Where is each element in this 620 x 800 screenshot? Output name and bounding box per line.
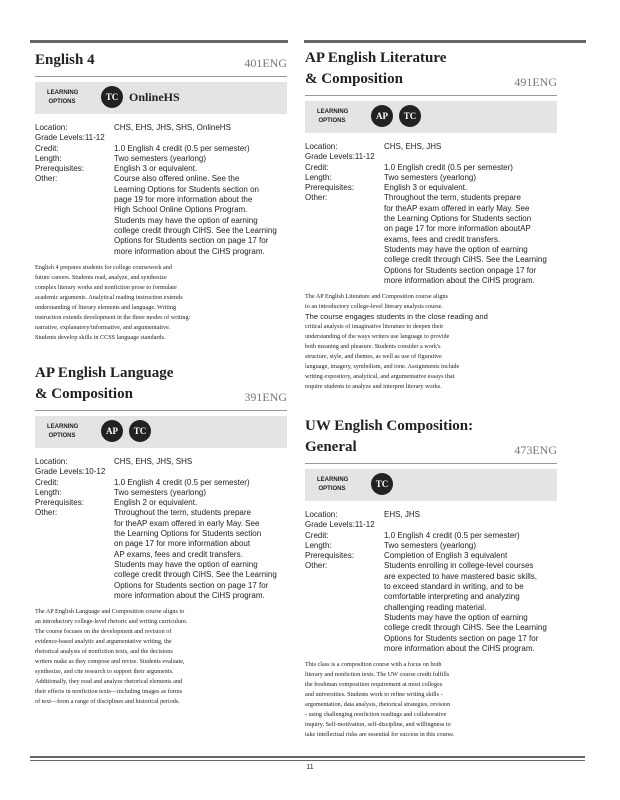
course-details [35,457,287,601]
length-label: Length: [305,540,332,550]
grade-levels-value: 10-12 [84,467,106,477]
top-rule-left [30,40,288,43]
divider [35,76,287,77]
other-label: Other: [35,174,58,184]
location-label: Location: [305,510,338,519]
cihs-badge-icon: TC [371,473,393,495]
grade-levels-label: Grade Levels: [35,133,85,143]
credit-value: 1.0 English 4 credit (0.5 per semester) [114,143,250,153]
course-ap-english-language [35,363,287,707]
cihs-badge-icon: TC [101,86,123,108]
credit-value: 1.0 English credit (0.5 per semester) [384,162,513,172]
course-code: 401ENG [244,56,287,70]
prerequisites-value: English 3 or equivalent. [114,164,198,174]
course-title: AP English Language & Composition [35,365,174,402]
credit-label: Credit: [35,477,59,487]
course-code: 473ENG [514,443,557,457]
grade-levels-value: 11-12 [84,133,105,143]
length-label: Length: [305,172,332,182]
online-hs-badge-icon: OnlineHS [129,89,180,104]
learning-options [35,82,287,114]
course-uw-english-composition [305,416,557,740]
location-label: Location: [35,457,68,466]
prerequisites-label: Prerequisites: [305,183,354,193]
prerequisites-label: Prerequisites: [305,551,354,561]
learning-options-label: LEARNING OPTIONS [317,109,349,124]
other-label: Other: [35,508,58,518]
length-value: Two semesters (yearlong) [114,153,207,163]
course-details [305,142,557,286]
divider [35,410,287,411]
credit-label: Credit: [305,162,329,172]
top-rule-right [304,40,586,43]
other-value: Students enrolling in college-level courses are expected to have mastered basic skills, to exceed standard in writing, and to be comfortable interpreting and analyzing challenging reading material. Students may have the option of earning college credit through CiHS. See the Learning Options for Students section on page 17 for more information about the CiHS program. [384,561,547,653]
course-title: English 4 [35,52,95,68]
other-label: Other: [305,561,328,571]
learning-options-label: LEARNING OPTIONS [47,90,79,105]
other-label: Other: [305,193,328,203]
prerequisites-value: English 3 or equivalent. [384,183,468,193]
location-value: EHS, JHS [384,510,421,519]
length-label: Length: [35,487,62,497]
course-description: English 4 prepares students for college coursework and future careers. Students read, analyze, and synthesize complex literary works and nonfiction prose to formulate academic arguments. Analytical reading instruction extends understanding of literary elements and language. Writing instruction extends development in the three modes of writing: narrative, explanatory/informative, and argumentative. Students develop skills in CCSS language standards. [35,263,191,341]
grade-levels-value: 11-12 [354,520,375,530]
learning-options-label: LEARNING OPTIONS [317,477,349,492]
course-description: The AP English Literature and Composition course aligns to an introductory college-level literary analysis course. The course engages students in the close reading and critical analysis of imaginative literature to deepen their understanding of the ways writers use language to provide both meaning and pleasure. Students consider a work's structure, style, and themes, as well as use of figurative language, imagery, symbolism, and tone. Assignments include writing expository, analytical, and argumentative essays that require students to analyze and interpret literary works. [305,293,488,391]
cihs-badge-icon: TC [129,420,151,442]
grade-levels-label: Grade Levels: [35,467,85,477]
divider [305,463,557,464]
footer-rule-bottom [30,760,585,761]
location-value: CHS, EHS, JHS, SHS, OnlineHS [114,123,231,132]
other-value: Throughout the term, students prepare for theAP exam offered in early May. See the Learning Options for Students section on page 17 for more information aboutAP exams, fees and credit transfers. Students may have the option of earning college credit through CiHS. See the Learning Options for Students section onpage 17 for more information about the CiHS program. [384,193,547,285]
cihs-badge-icon: TC [399,105,421,127]
prerequisites-label: Prerequisites: [35,498,84,508]
ap-badge-icon: AP [371,105,393,127]
learning-options [305,469,557,501]
course-title: UW English Composition: General [305,418,474,455]
course-ap-english-literature [305,48,557,392]
course-code: 491ENG [514,75,557,89]
footer-rule-top [30,756,585,758]
learning-options-label: LEARNING OPTIONS [47,424,79,439]
length-value: Two semesters (yearlong) [384,172,477,182]
learning-options [35,416,287,448]
grade-levels-label: Grade Levels: [305,152,355,162]
location-label: Location: [35,123,68,132]
location-value: CHS, EHS, JHS, SHS [114,457,193,466]
grade-levels-value: 11-12 [354,152,375,162]
length-label: Length: [35,153,62,163]
course-title: AP English Literature & Composition [305,50,447,87]
credit-value: 1.0 English 4 credit (0.5 per semester) [384,530,520,540]
other-value: Throughout the term, students prepare for theAP exam offered in early May. See the Learning Options for Students section on page 17 for more information about AP exams, fees and credit transfers. Students may have the option of earning college credit through CiHS. See the Learning Options for Students section on page 17 for more information about the CiHS program. [114,508,277,600]
grade-levels-label: Grade Levels: [305,520,355,530]
prerequisites-label: Prerequisites: [35,164,84,174]
divider [305,95,557,96]
page-number: 11 [306,764,314,771]
course-details [305,510,557,654]
other-value: Course also offered online. See the Learning Options for Students section on page 19 for more information about the High School Online Options Program. Students may have the option of earning college credit through CiHS. See the Learning Options for Students section on page 17 for more information about the CiHS program. [114,174,277,256]
credit-label: Credit: [305,530,329,540]
ap-badge-icon: AP [101,420,123,442]
credit-value: 1.0 English 4 credit (0.5 per semester) [114,477,250,487]
course-details [35,123,287,257]
course-description: The AP English Language and Composition course aligns to an introductory college-level rhetoric and writing curriculum. The course focuses on the development and revision of evidence-based analytic and argumentative writing, the rhetorical analysis of nonfiction texts, and the decisions writers make as they compose and revise. Students evaluate, synthesize, and cite research to support their arguments. Additionally, they read and analyze rhetorical elements and their effects in nonfiction texts—including images as forms of text—from a range of disciplines and historical periods. [35,608,188,706]
location-label: Location: [305,142,338,151]
prerequisites-value: Completion of English 3 equivalent [384,551,508,561]
length-value: Two semesters (yearlong) [384,540,477,550]
prerequisites-value: English 2 or equivalent. [114,498,198,508]
credit-label: Credit: [35,143,59,153]
course-english-4 [35,50,287,343]
course-description: This class is a composition course with a focus on both literary and nonfiction texts. The UW course credit fulfills the freshman composition requirement at most colleges and universities. Students work to refine writing skills - argumentation, data analysis, rhetorical strategies, revision - using challenging nonfiction readings and collaborative inquiry. Self-motivation, self-discipline, and willingness to take intellectual risks are essential for success in this course. [305,661,455,739]
course-code: 391ENG [244,390,287,404]
location-value: CHS, EHS, JHS [384,142,442,151]
length-value: Two semesters (yearlong) [114,487,207,497]
learning-options [305,101,557,133]
